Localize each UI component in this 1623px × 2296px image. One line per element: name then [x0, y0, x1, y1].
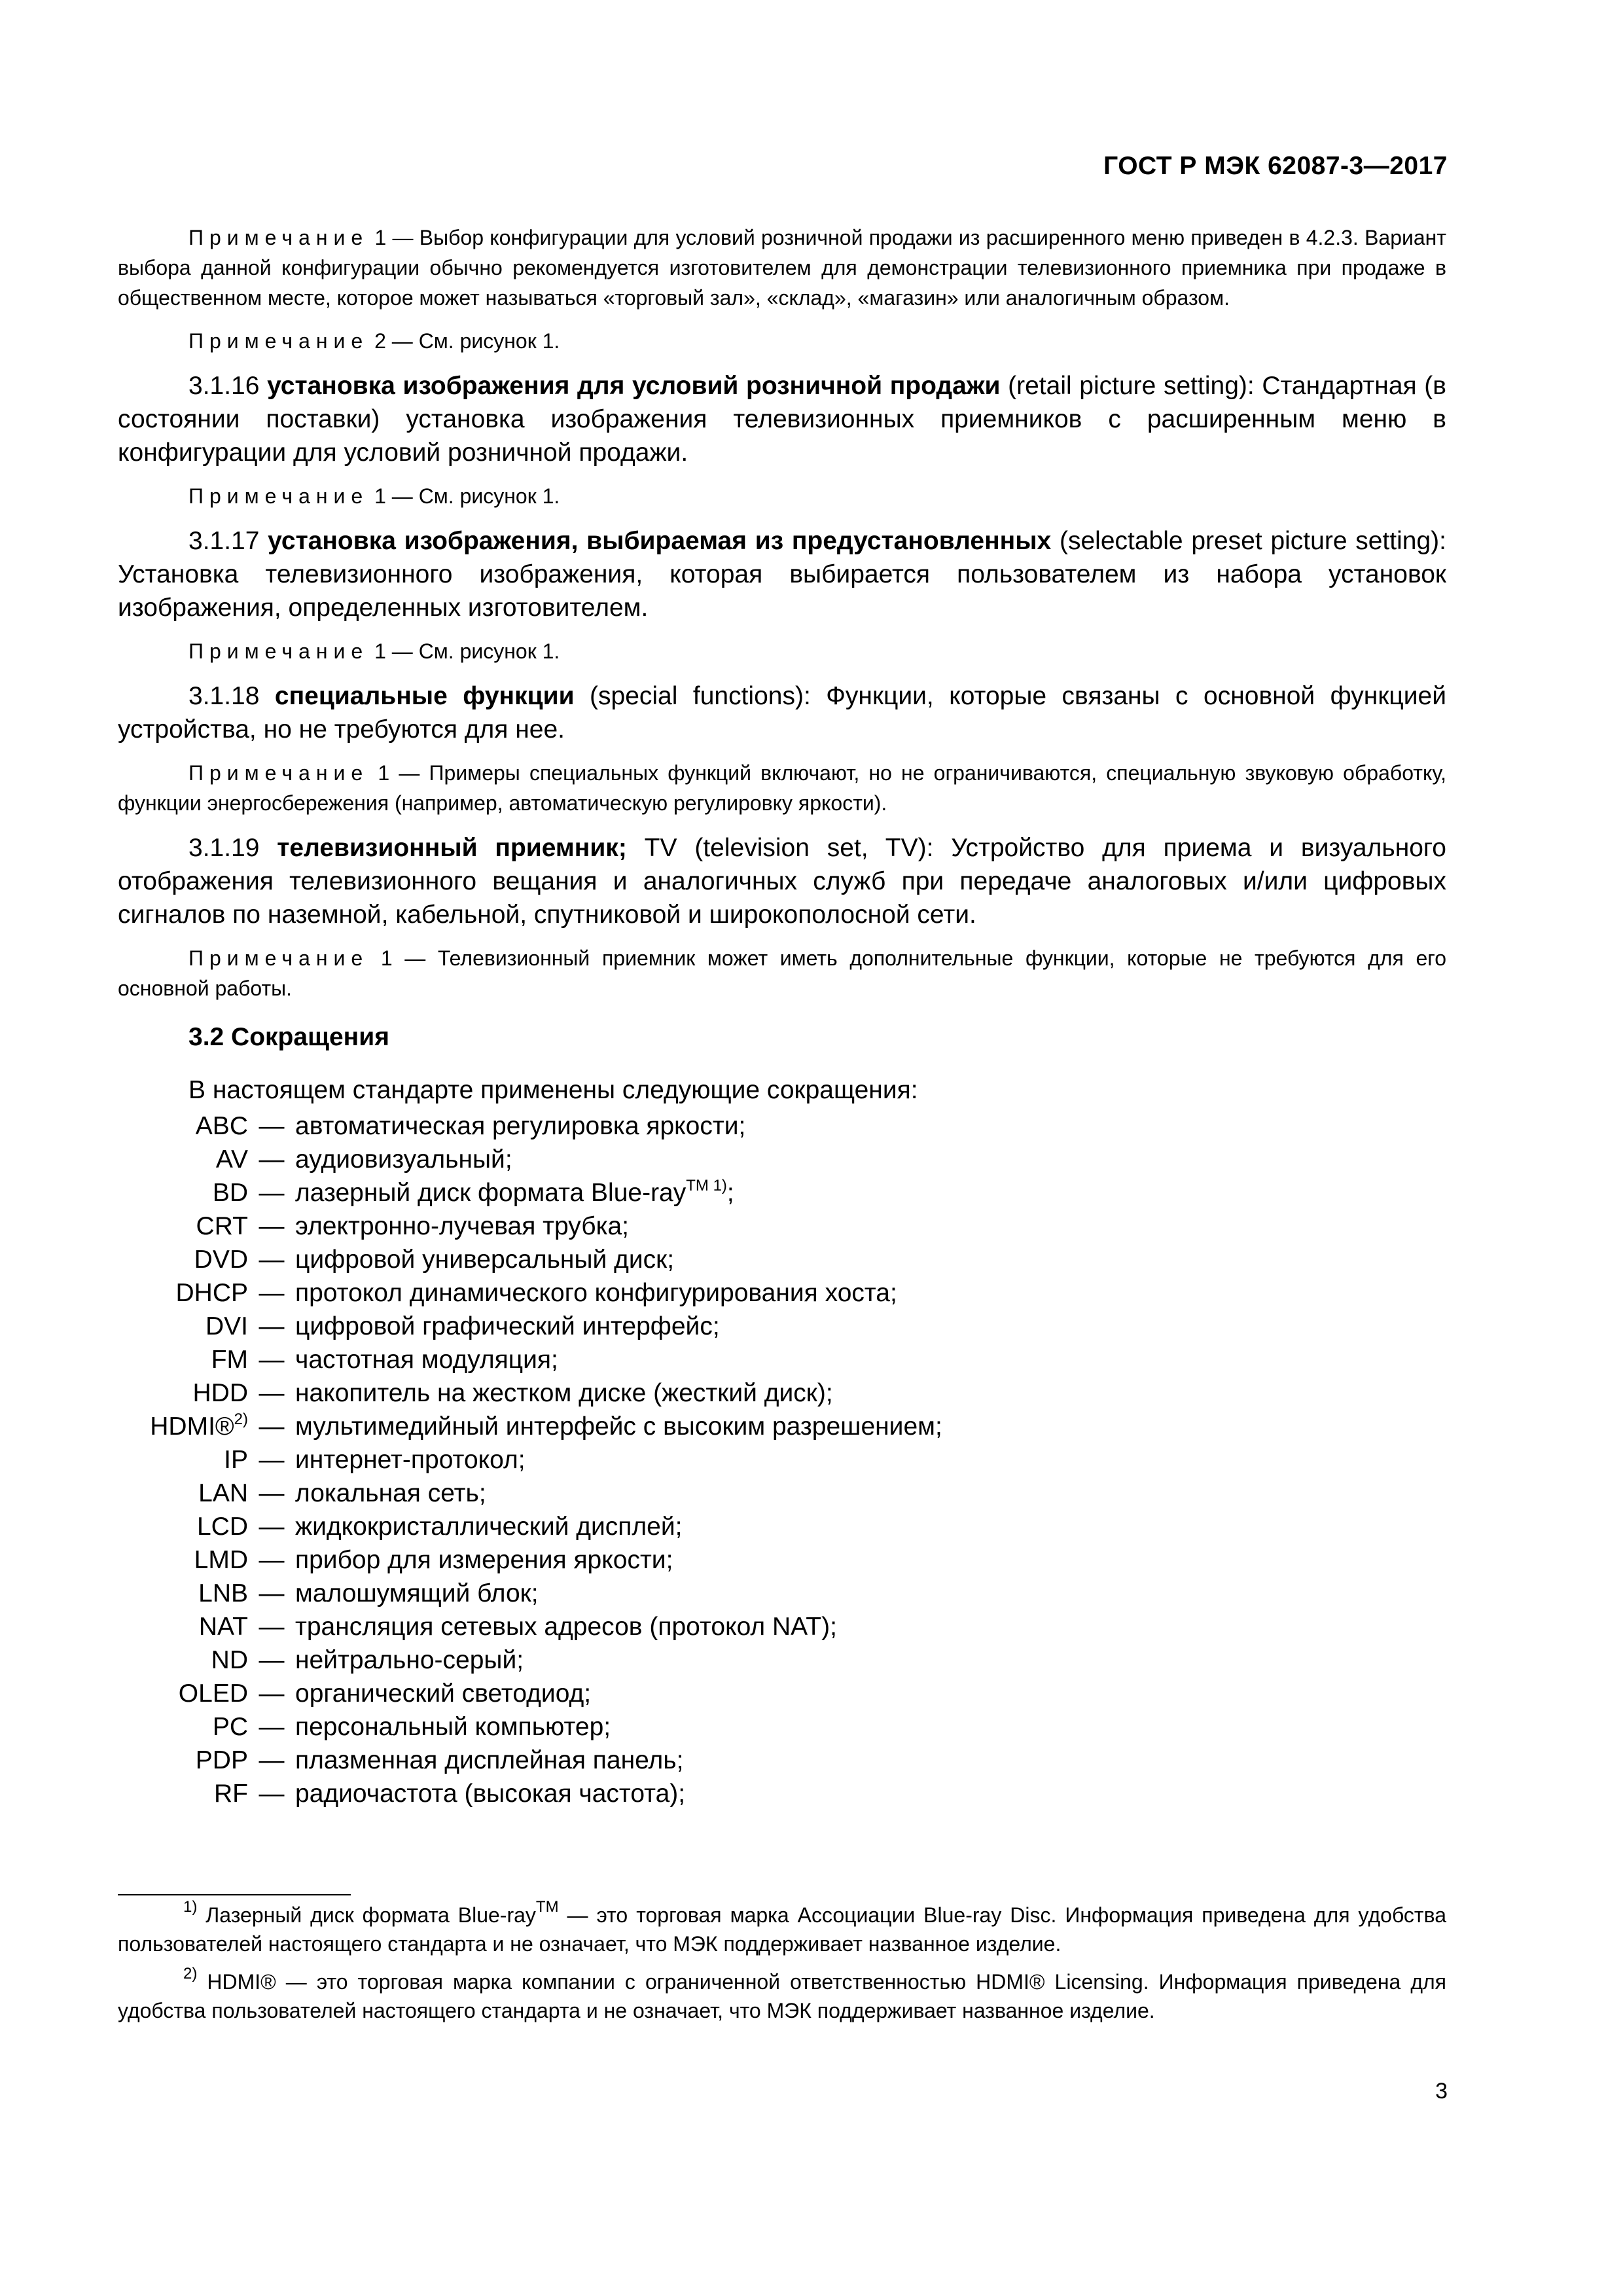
abbreviation-code — [118, 1276, 248, 1310]
abbreviation-definition — [295, 1777, 1446, 1810]
term-name: специальные функции — [274, 682, 575, 710]
footnote-1 — [118, 1898, 1447, 1958]
abbreviation-code-text: CRT — [196, 1212, 248, 1240]
abbreviation-code-text: LCD — [196, 1513, 248, 1541]
term-definition: TV (television set, TV): Устройство для приема и визуального отображения телевизионного вещания и аналогичных служб при передаче аналоговых и/или цифровых сигналов по наземной, кабельной, спутниковой и широкополосной сети. — [118, 834, 1446, 929]
abbreviation-definition — [295, 1210, 1446, 1243]
abbreviation-dash: — — [259, 1646, 285, 1674]
footnote-text: — это торговая марка компании с ограниченной ответственностью HDMI® Licensing. Информация приведена для удобства пользователей настоящего стандарта и не означает, что МЭК поддерживает названное изделие. — [118, 1970, 1447, 2022]
abbreviation-code-text: LMD — [194, 1546, 248, 1574]
abbreviation-definition-text: частотная модуляция; — [295, 1346, 558, 1374]
abbreviation-dash: — — [259, 1346, 285, 1374]
abbreviation-definition — [295, 1744, 1446, 1777]
footnote-trademark-name: HDMI® — [197, 1970, 276, 1994]
abbreviation-dash: — — [259, 1379, 285, 1407]
abbreviation-dash: — — [259, 1579, 285, 1607]
note-label: Примечание — [188, 329, 369, 353]
note-3-1-18 — [118, 758, 1446, 818]
footnote-text: — это торговая марка Ассоциации Blue-ray Disc. Информация приведена для удобства пользователей настоящего стандарта и не означает, что МЭК поддерживает названное изделие. — [118, 1903, 1447, 1956]
note-label: Примечание — [188, 226, 369, 249]
footnote-mark: 2) — [234, 1410, 248, 1428]
abbreviation-definition — [295, 1243, 1446, 1276]
note-text: 1 — Телевизионный приемник может иметь дополнительные функции, которые не требуются для его основной работы. — [118, 946, 1446, 1000]
abbreviation-dash: — — [259, 1613, 285, 1641]
abbreviation-code — [118, 1376, 248, 1410]
abbreviation-definition-text: лазерный диск формата Blue-ray — [295, 1179, 687, 1207]
main-content — [118, 223, 1446, 1810]
term-3-1-16 — [118, 369, 1446, 469]
abbreviation-code-text: LAN — [198, 1479, 248, 1507]
term-name: установка изображения для условий розничной продажи — [267, 372, 1001, 400]
abbreviation-row — [118, 1610, 1446, 1643]
abbreviation-dash: — — [259, 1112, 285, 1140]
note-label: Примечание — [188, 484, 369, 508]
abbreviation-code-text: ND — [211, 1646, 248, 1674]
abbreviation-definition — [295, 1109, 1446, 1143]
abbreviation-row — [118, 1744, 1446, 1777]
note-text: 1 — См. рисунок 1. — [368, 484, 560, 508]
abbreviation-row — [118, 1777, 1446, 1810]
trademark-footnote-mark: TM 1) — [686, 1177, 727, 1194]
abbreviation-row — [118, 1276, 1446, 1310]
abbreviation-code — [118, 1677, 248, 1710]
abbreviation-definition-text: малошумящий блок; — [295, 1579, 539, 1607]
abbreviation-code — [118, 1577, 248, 1610]
abbreviation-definition-text: накопитель на жестком диске (жесткий диск); — [295, 1379, 833, 1407]
abbreviation-definition — [295, 1477, 1446, 1510]
abbreviation-code-text: PDP — [195, 1746, 248, 1774]
abbreviation-code — [118, 1510, 248, 1543]
abbreviation-row — [118, 1243, 1446, 1276]
abbreviation-code-text: IP — [224, 1446, 248, 1474]
abbreviation-dash: — — [259, 1546, 285, 1574]
abbreviation-list — [118, 1109, 1446, 1810]
footnotes — [118, 1898, 1447, 2034]
abbreviation-code — [118, 1243, 248, 1276]
abbreviation-definition-tail: ; — [726, 1179, 734, 1207]
abbreviation-dash: — — [259, 1312, 285, 1340]
term-definition: (retail picture setting): Стандартная (в состоянии поставки) установка изображения телевизионных приемников с расширенным меню в конфигурации для условий розничной продажи. — [118, 372, 1446, 467]
section-intro: В настоящем стандарте применены следующие сокращения: — [188, 1076, 918, 1104]
abbreviation-definition — [295, 1577, 1446, 1610]
abbreviation-dash: — — [259, 1513, 285, 1541]
abbreviation-definition — [295, 1410, 1446, 1443]
footnote-2 — [118, 1967, 1446, 2025]
abbreviation-definition — [295, 1710, 1446, 1744]
abbreviation-definition-text: аудиовизуальный; — [295, 1145, 512, 1174]
abbreviation-row — [118, 1210, 1446, 1243]
abbreviation-row — [118, 1677, 1446, 1710]
abbreviation-definition-text: радиочастота (высокая частота); — [295, 1780, 686, 1808]
abbreviation-code-text: FM — [211, 1346, 248, 1374]
term-3-1-18 — [118, 679, 1446, 746]
abbreviation-definition — [295, 1610, 1446, 1643]
term-name: телевизионный приемник; — [277, 834, 627, 862]
abbreviation-dash: — — [259, 1746, 285, 1774]
abbreviation-definition-text: мультимедийный интерфейс с высоким разрешением; — [295, 1412, 942, 1441]
abbreviation-row — [118, 1143, 1446, 1176]
abbreviation-definition-text: нейтрально-серый; — [295, 1646, 524, 1674]
abbreviation-definition-text: прибор для измерения яркости; — [295, 1546, 673, 1574]
term-definition: (special functions): Функции, которые связаны с основной функцией устройства, но не требуются для нее. — [118, 682, 1446, 744]
abbreviation-definition — [295, 1276, 1446, 1310]
footnote-divider — [118, 1894, 351, 1895]
note-label: Примечание — [188, 946, 369, 970]
abbreviation-code-text: DVI — [205, 1312, 248, 1340]
term-number: 3.1.19 — [188, 834, 277, 862]
abbreviation-definition — [295, 1510, 1446, 1543]
abbreviation-code-text: DVD — [194, 1246, 248, 1274]
term-number: 3.1.17 — [188, 527, 268, 555]
term-definition: (selectable preset picture setting): Установка телевизионного изображения, которая выбирается пользователем из набора установок изображения, определенных изготовителем. — [118, 527, 1446, 622]
abbreviation-code — [118, 1443, 248, 1477]
abbreviation-code-text: RF — [214, 1780, 248, 1808]
abbreviation-definition — [295, 1176, 1446, 1210]
abbreviation-row — [118, 1410, 1446, 1443]
abbreviation-row — [118, 1109, 1446, 1143]
abbreviation-code — [118, 1477, 248, 1510]
abbreviation-code — [118, 1710, 248, 1744]
abbreviation-code — [118, 1543, 248, 1577]
note-label: Примечание — [188, 761, 369, 785]
abbreviation-code — [118, 1310, 248, 1343]
section-title: 3.2 Сокращения — [188, 1023, 389, 1051]
abbreviation-dash: — — [259, 1446, 285, 1474]
abbreviation-code — [118, 1210, 248, 1243]
abbreviation-row — [118, 1443, 1446, 1477]
abbreviation-definition-text: локальная сеть; — [295, 1479, 486, 1507]
term-3-1-17 — [118, 524, 1446, 624]
abbreviation-definition — [295, 1376, 1446, 1410]
abbreviation-row — [118, 1710, 1446, 1744]
abbreviation-code-text: AV — [215, 1145, 248, 1174]
abbreviation-code — [118, 1176, 248, 1210]
abbreviation-row — [118, 1477, 1446, 1510]
abbreviation-code-text: ABC — [195, 1112, 248, 1140]
abbreviation-dash: — — [259, 1479, 285, 1507]
abbreviation-code — [118, 1610, 248, 1643]
abbreviation-row — [118, 1643, 1446, 1677]
abbreviation-code-text: LNB — [198, 1579, 248, 1607]
abbreviation-code — [118, 1777, 248, 1810]
abbreviation-dash: — — [259, 1212, 285, 1240]
footnote-mark: 2) — [183, 1965, 198, 1982]
abbreviation-definition-text: персональный компьютер; — [295, 1713, 611, 1741]
abbreviation-definition — [295, 1443, 1446, 1477]
note-3-1-17 — [118, 636, 1446, 666]
abbreviation-definition-text: трансляция сетевых адресов (протокол NAT); — [295, 1613, 837, 1641]
abbreviation-definition — [295, 1310, 1446, 1343]
abbreviation-code — [118, 1143, 248, 1176]
note-label: Примечание — [188, 639, 369, 663]
abbreviation-dash: — — [259, 1713, 285, 1741]
abbreviation-definition — [295, 1143, 1446, 1176]
abbreviation-row — [118, 1310, 1446, 1343]
abbreviation-code-text: DHCP — [175, 1279, 248, 1307]
abbreviation-dash: — — [259, 1145, 285, 1174]
abbreviation-definition-text: органический светодиод; — [295, 1679, 592, 1708]
abbreviation-dash: — — [259, 1412, 285, 1441]
trademark-mark: TM — [535, 1898, 559, 1916]
abbreviation-code-text: HDD — [192, 1379, 248, 1407]
note-3-1-19 — [118, 943, 1446, 1003]
abbreviation-code — [118, 1343, 248, 1376]
abbreviation-code — [118, 1643, 248, 1677]
abbreviation-code — [118, 1410, 248, 1443]
abbreviation-definition — [295, 1677, 1446, 1710]
abbreviation-code-text: HDMI® — [150, 1412, 234, 1441]
page-number: 3 — [1435, 2079, 1448, 2104]
abbreviation-code-text: NAT — [198, 1613, 248, 1641]
abbreviation-definition-text: интернет-протокол; — [295, 1446, 526, 1474]
footnote-mark: 1) — [183, 1898, 198, 1916]
abbreviation-code-text: OLED — [178, 1679, 248, 1708]
abbreviation-definition — [295, 1643, 1446, 1677]
note-text: 2 — См. рисунок 1. — [368, 329, 560, 353]
note-2 — [118, 326, 1446, 356]
note-text: 1 — Выбор конфигурации для условий розничной продажи из расширенного меню приведен в 4.2.3. Вариант выбора данной конфигурации обычно рекомендуется изготовителем для демонстрации телевизионного приемника при продаже в общественном месте, которое может называться «торговый зал», «склад», «магазин» или аналогичным образом. — [118, 226, 1446, 310]
abbreviation-definition-text: автоматическая регулировка яркости; — [295, 1112, 746, 1140]
term-number: 3.1.16 — [188, 372, 268, 400]
abbreviation-dash: — — [259, 1780, 285, 1808]
abbreviation-code — [118, 1744, 248, 1777]
note-text: 1 — См. рисунок 1. — [368, 639, 560, 663]
term-number: 3.1.18 — [188, 682, 275, 710]
abbreviation-dash: — — [259, 1679, 285, 1708]
footnote-text: Лазерный диск формата Blue-ray — [197, 1903, 536, 1927]
term-name: установка изображения, выбираемая из предустановленных — [268, 527, 1052, 555]
abbreviation-row — [118, 1376, 1446, 1410]
term-3-1-19 — [118, 831, 1446, 931]
note-1 — [118, 223, 1446, 313]
abbreviation-definition-text: протокол динамического конфигурирования хоста; — [295, 1279, 897, 1307]
abbreviation-code-text: BD — [212, 1179, 248, 1207]
abbreviation-definition-text: плазменная дисплейная панель; — [295, 1746, 684, 1774]
abbreviation-code-text: PC — [212, 1713, 248, 1741]
abbreviation-definition-text: электронно-лучевая трубка; — [295, 1212, 630, 1240]
note-text: 1 — Примеры специальных функций включают, но не ограничиваются, специальную звуковую обработку, функции энергосбережения (например, автоматическую регулировку яркости). — [118, 761, 1446, 815]
abbreviation-definition-text: жидкокристаллический дисплей; — [295, 1513, 683, 1541]
abbreviation-definition-text: цифровой универсальный диск; — [295, 1246, 675, 1274]
abbreviation-definition — [295, 1543, 1446, 1577]
abbreviation-dash: — — [259, 1279, 285, 1307]
standard-code: ГОСТ Р МЭК 62087-3—2017 — [1103, 152, 1448, 180]
abbreviation-code — [118, 1109, 248, 1143]
abbreviation-row — [118, 1510, 1446, 1543]
abbreviation-row — [118, 1543, 1446, 1577]
abbreviation-definition-text: цифровой графический интерфейс; — [295, 1312, 720, 1340]
abbreviation-row — [118, 1176, 1446, 1210]
abbreviation-dash: — — [259, 1246, 285, 1274]
abbreviation-row — [118, 1577, 1446, 1610]
abbreviation-row — [118, 1343, 1446, 1376]
abbreviation-definition — [295, 1343, 1446, 1376]
note-3-1-16 — [118, 481, 1446, 511]
abbreviation-dash: — — [259, 1179, 285, 1207]
